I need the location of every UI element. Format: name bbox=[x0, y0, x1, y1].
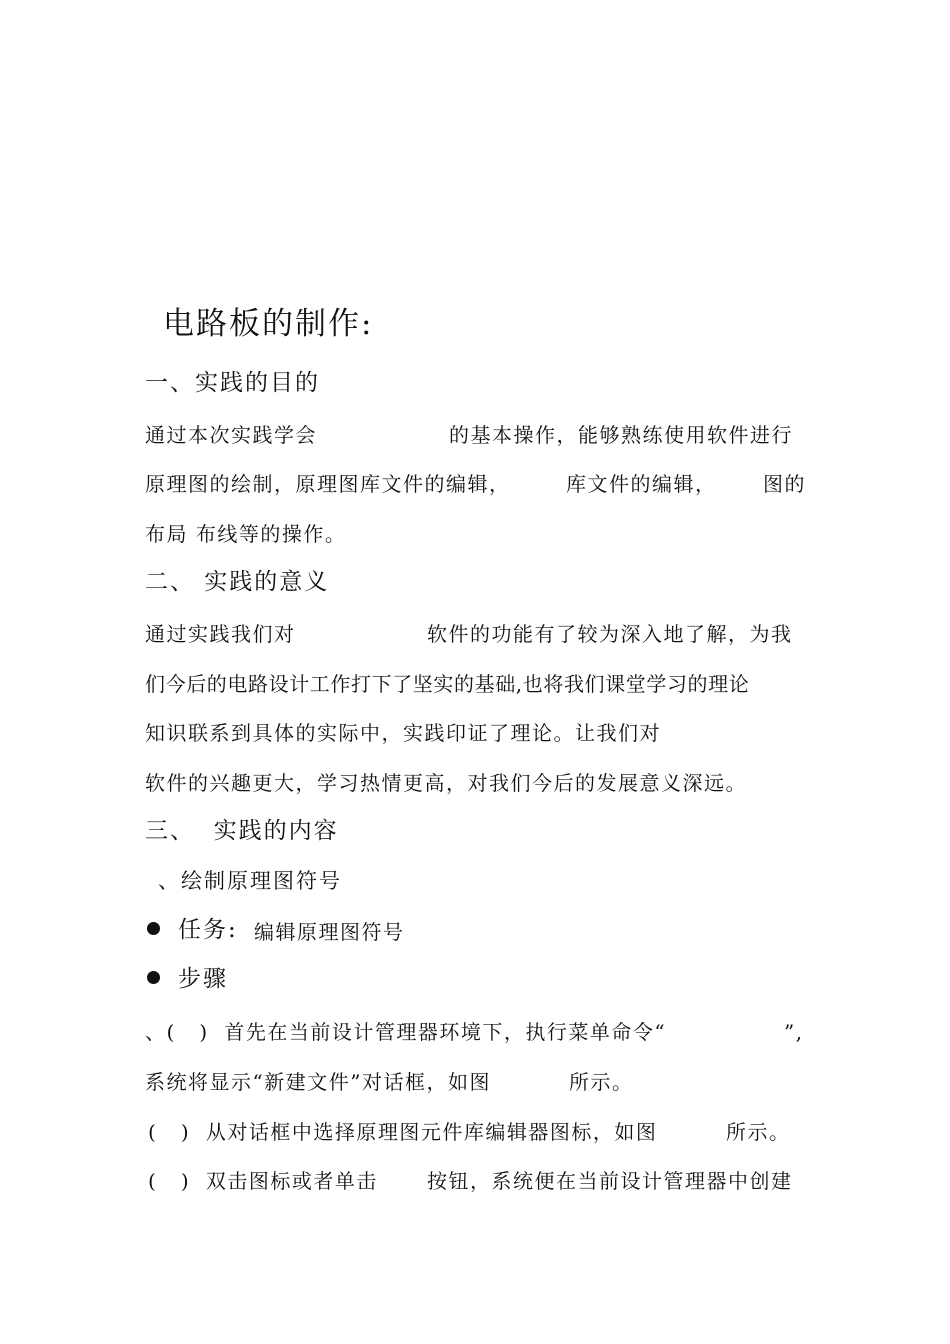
step-3-line-a: ( ) 双击图标或者单击 bbox=[148, 1169, 378, 1193]
subsection-1-heading: 、绘制原理图符号 bbox=[158, 869, 342, 893]
section-1-text-line-2c: 图的 bbox=[763, 472, 806, 496]
step-1-line-d: 所示。 bbox=[569, 1070, 634, 1094]
section-2-text-line-2: 们今后的电路设计工作打下了坚实的基础,也将我们课堂学习的理论 bbox=[145, 672, 750, 696]
section-1-text-line-1b: 的基本操作，能够熟练使用软件进行 bbox=[449, 423, 793, 447]
section-2-text-line-4: 软件的兴趣更大，学习热情更高，对我们今后的发展意义深远。 bbox=[145, 771, 747, 795]
task-text: 编辑原理图符号 bbox=[254, 920, 405, 944]
section-2-text-line-1b: 软件的功能有了较为深入地了解，为我 bbox=[427, 622, 793, 646]
step-2-line-b: 所示。 bbox=[726, 1120, 791, 1144]
section-1-text-line-1a: 通过本次实践学会 bbox=[145, 423, 317, 447]
step-1-line-a: 、( ) 首先在当前设计管理器环境下，执行菜单命令“ bbox=[145, 1020, 667, 1044]
task-label: 任务: bbox=[178, 917, 238, 943]
section-2-heading: 二、 实践的意义 bbox=[145, 569, 330, 595]
section-1-text-line-3: 布局 布线等的操作。 bbox=[145, 522, 347, 546]
section-2-text-line-1a: 通过实践我们对 bbox=[145, 622, 296, 646]
document-title: 电路板的制作: bbox=[163, 306, 374, 342]
section-2-text-line-3: 知识联系到具体的实际中，实践印证了理论。让我们对 bbox=[145, 721, 661, 745]
step-3-line-b: 按钮，系统便在当前设计管理器中创建 bbox=[427, 1169, 793, 1193]
step-1-line-b: ”, bbox=[784, 1020, 804, 1044]
steps-bullet-icon bbox=[147, 971, 160, 984]
steps-label: 步骤 bbox=[178, 966, 228, 992]
step-2-line-a: ( ) 从对话框中选择原理图元件库编辑器图标，如图 bbox=[148, 1120, 658, 1144]
task-bullet-icon bbox=[147, 922, 160, 935]
step-1-line-c: 系统将显示“新建文件”对话框，如图 bbox=[145, 1070, 491, 1094]
section-1-heading: 一、实践的目的 bbox=[145, 370, 320, 396]
section-3-heading: 三、 实践的内容 bbox=[145, 818, 339, 844]
section-1-text-line-2b: 库文件的编辑， bbox=[566, 472, 717, 496]
section-1-text-line-2a: 原理图的绘制，原理图库文件的编辑， bbox=[145, 472, 511, 496]
